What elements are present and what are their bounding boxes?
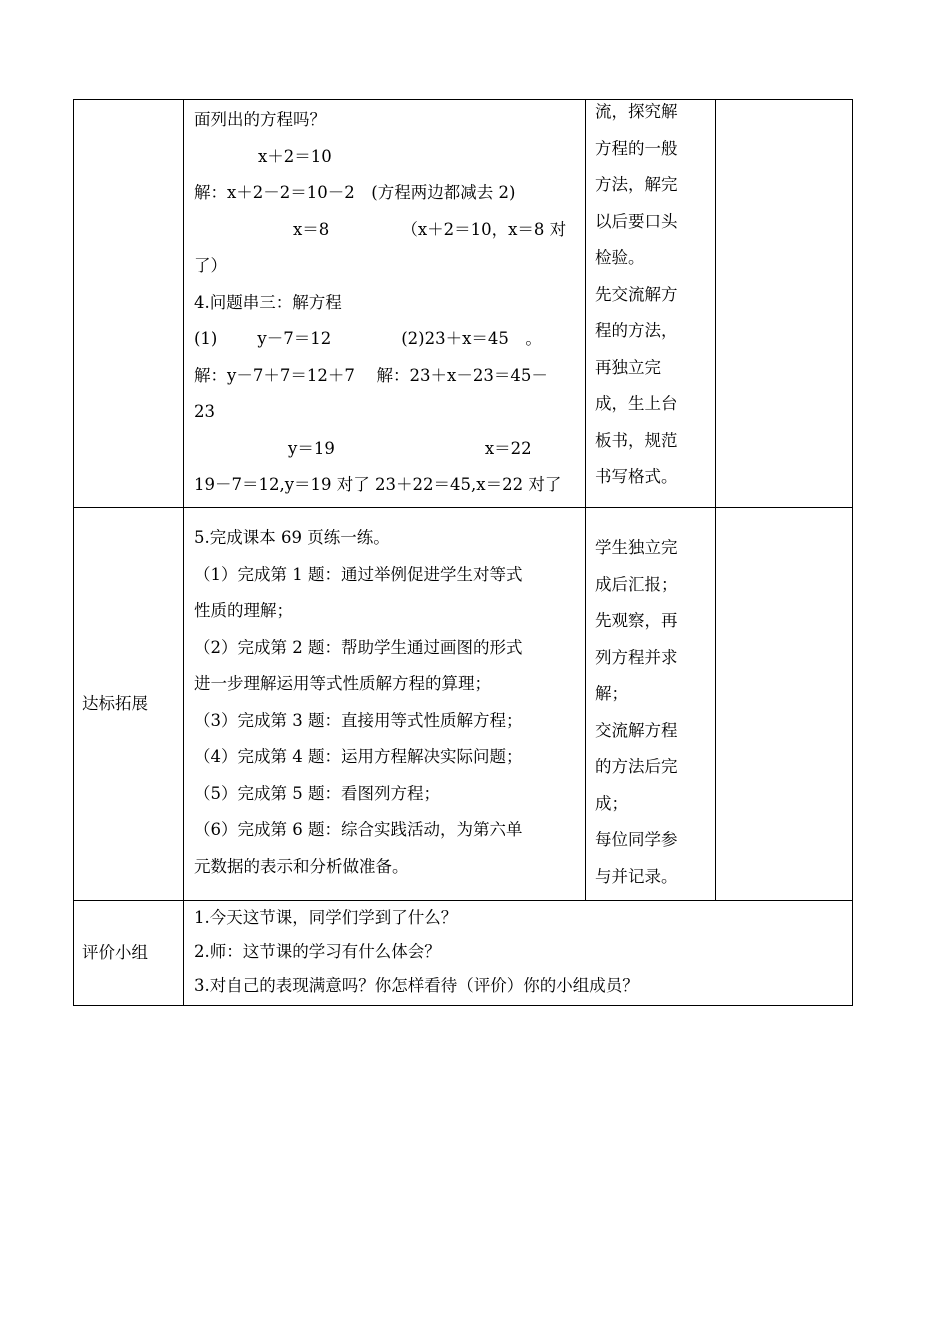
practice-line: 性质的理解； (194, 601, 293, 620)
evaluate-content-cell (184, 901, 853, 1006)
solution-line-cont: 23 (194, 402, 215, 421)
student-activity-line: 交流解方程 (595, 720, 678, 740)
equation-text: x＋2＝10 (258, 146, 332, 166)
student-activity-line: 列方程并求 (595, 647, 678, 667)
student-activity-line: 方程的一般 (595, 138, 678, 158)
practice-label: 达标拓展 (74, 508, 184, 901)
student-activity-line: 先交流解方 (595, 284, 678, 304)
explore-row (74, 100, 853, 508)
result-line (194, 212, 579, 249)
student-activity-line: 的方法后完 (595, 757, 678, 776)
content-line: 面列出的方程吗？ (194, 110, 326, 129)
result-2: x＝22 (484, 438, 532, 458)
practice-content-cell (184, 508, 586, 901)
explore-notes-cell (716, 100, 853, 508)
student-activity-line: 成，生上台 (595, 394, 678, 413)
practice-line: （6）完成第 6 题：综合实践活动，为第六单 (194, 820, 523, 839)
student-activity-line: 再独立完 (595, 357, 661, 377)
solution-line: 解：x＋2－2＝10－2 (方程两边都减去 2) (194, 183, 516, 202)
explore-student-cell (586, 100, 716, 508)
practice-line: 进一步理解运用等式性质解方程的算理； (194, 674, 491, 693)
evaluation-question: 2.师：这节课的学习有什么体会？ (194, 942, 441, 961)
practice-line: 5.完成课本 69 页练一练。 (194, 528, 390, 547)
equation-line (194, 139, 579, 176)
evaluation-question: 1.今天这节课，同学们学到了什么？ (194, 908, 458, 927)
solution-line: 解：y－7＋7＝12＋7 解：23＋x－23＝45－ (194, 365, 548, 385)
student-activity-line: 成后汇报； (595, 574, 678, 594)
question-title: 4.问题串三：解方程 (194, 292, 342, 312)
problem-number: (1) (194, 329, 218, 348)
student-activity-line: 解； (595, 684, 628, 703)
student-activity-line: 程的方法， (595, 321, 678, 340)
student-activity-line: 方法，解完 (595, 175, 678, 194)
student-activity-line: 每位同学参 (595, 830, 678, 849)
evaluate-label: 评价小组 (74, 901, 184, 1006)
student-activity-line: 成； (595, 793, 628, 813)
practice-line: （4）完成第 4 题：运用方程解决实际问题； (194, 747, 523, 766)
evaluation-question: 3.对自己的表现满意吗？你怎样看待（评价）你的小组成员？ (194, 976, 639, 995)
explore-label-cell (74, 100, 184, 508)
content-line: 了） (194, 256, 227, 275)
student-activity-line: 书写格式。 (595, 467, 678, 486)
result-line (194, 431, 579, 468)
student-activity-line: 板书，规范 (595, 430, 678, 450)
practice-row (74, 508, 853, 901)
student-activity-line: 学生独立完 (595, 538, 678, 557)
practice-notes-cell (716, 508, 853, 901)
problem-1: y－7＝12 (257, 329, 332, 348)
practice-line: （5）完成第 5 题：看图列方程； (194, 783, 440, 803)
problem-line (194, 321, 579, 358)
student-activity-line: 以后要口头 (595, 211, 678, 231)
result-text: x＝8 (293, 219, 330, 239)
explore-content-cell (184, 100, 586, 508)
practice-line: 元数据的表示和分析做准备。 (194, 856, 409, 876)
student-activity-line: 与并记录。 (595, 866, 678, 886)
result-1: y＝19 (288, 438, 335, 458)
problem-2: (2)23＋x＝45 。 (401, 329, 542, 348)
student-activity-line: 先观察，再 (595, 611, 678, 630)
practice-line: （2）完成第 2 题：帮助学生通过画图的形式 (194, 637, 523, 657)
evaluate-row (74, 901, 853, 1006)
check-text: （x＋2＝10，x＝8 对 (401, 219, 567, 239)
lesson-plan-table (73, 99, 853, 1006)
student-activity-line: 检验。 (595, 248, 645, 267)
practice-student-cell (586, 508, 716, 901)
practice-line: （3）完成第 3 题：直接用等式性质解方程； (194, 710, 523, 730)
practice-line: （1）完成第 1 题：通过举例促进学生对等式 (194, 564, 523, 584)
check-line: 19－7＝12,y＝19 对了 23＋22＝45,x＝22 对了 (194, 475, 562, 494)
student-activity-line: 流，探究解 (595, 102, 678, 121)
